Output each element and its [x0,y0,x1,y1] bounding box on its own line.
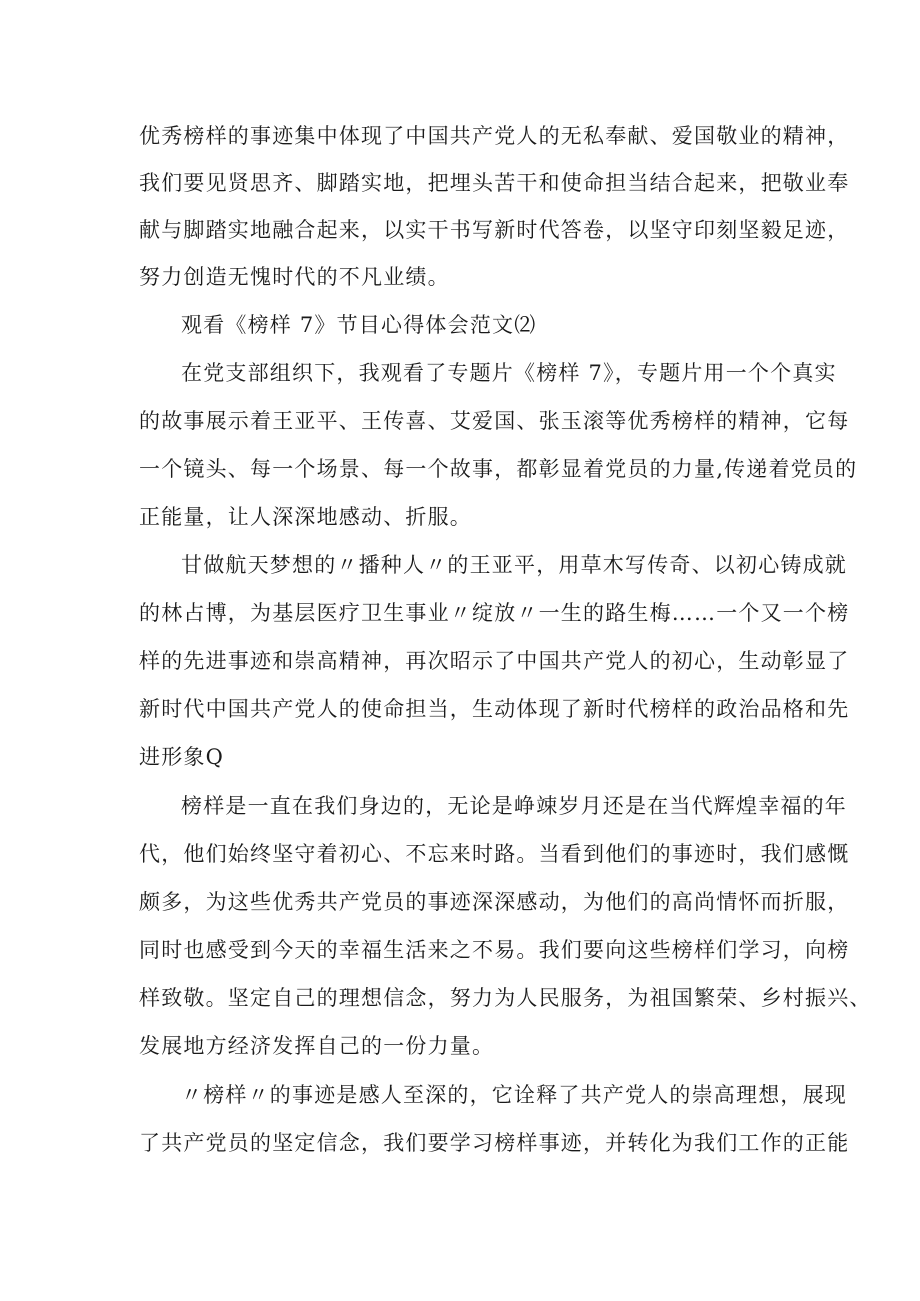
text-line: 同时也感受到今天的幸福生活来之不易。我们要向这些榜样们学习，向榜 [139,938,850,962]
text-line: 发展地方经济发挥自己的一份力量。 [139,1034,495,1058]
text-line: 献与脚踏实地融合起来，以实干书写新时代答卷，以坚守印刻坚毅足迹， [139,218,850,242]
text-line: 新时代中国共产党人的使命担当，生动体现了新时代榜样的政治品格和先 [139,697,850,721]
text-line: 一个镜头、每一个场景、每一个故事，都彰显着党员的力量,传递着党员的 [139,457,858,481]
text-line: 的故事展示着王亚平、王传喜、艾爱国、张玉滚等优秀榜样的精神，它每 [139,409,850,433]
text-line: 代，他们始终坚守着初心、不忘来时路。当看到他们的事迹时，我们感慨 [139,842,850,866]
text-line: 我们要见贤思齐、脚踏实地，把埋头苦干和使命担当结合起来，把敬业奉 [139,171,850,195]
text-line: 颇多，为这些优秀共产党员的事迹深深感动，为他们的高尚情怀而折服， [139,890,850,914]
text-line: 努力创造无愧时代的不凡业绩。 [139,265,450,289]
text-line: 的林占博，为基层医疗卫生事业〃绽放〃一生的路生梅……一个又一个榜 [139,601,850,625]
text-line: 榜样是一直在我们身边的，无论是峥竦岁月还是在当代辉煌幸福的年 [181,794,847,818]
text-line: 〃榜样〃的事迹是感人至深的，它诠释了共产党人的崇高理想，展现 [181,1083,847,1107]
text-line: 了共产党员的坚定信念，我们要学习榜样事迹，并转化为我们工作的正能 [139,1131,850,1155]
section-heading: 观看《榜样 7》节目心得体会范文⑵ [181,313,537,337]
text-line: 样致敬。坚定自己的理想信念，努力为人民服务，为祖国繁荣、乡村振兴、 [139,986,872,1010]
text-line: 样的先进事迹和崇高精神，再次昭示了中国共产党人的初心，生动彰显了 [139,649,850,673]
text-line: 在党支部组织下，我观看了专题片《榜样 7》，专题片用一个个真实 [181,361,837,385]
text-line: 进形象Q [139,745,225,769]
text-line: 正能量，让人深深地感动、折服。 [139,505,472,529]
text-line: 甘做航天梦想的〃播种人〃的王亚平，用草木写传奇、以初心铸成就 [181,553,847,577]
text-line: 优秀榜样的事迹集中体现了中国共产党人的无私奉献、爱国敬业的精神， [139,124,850,148]
